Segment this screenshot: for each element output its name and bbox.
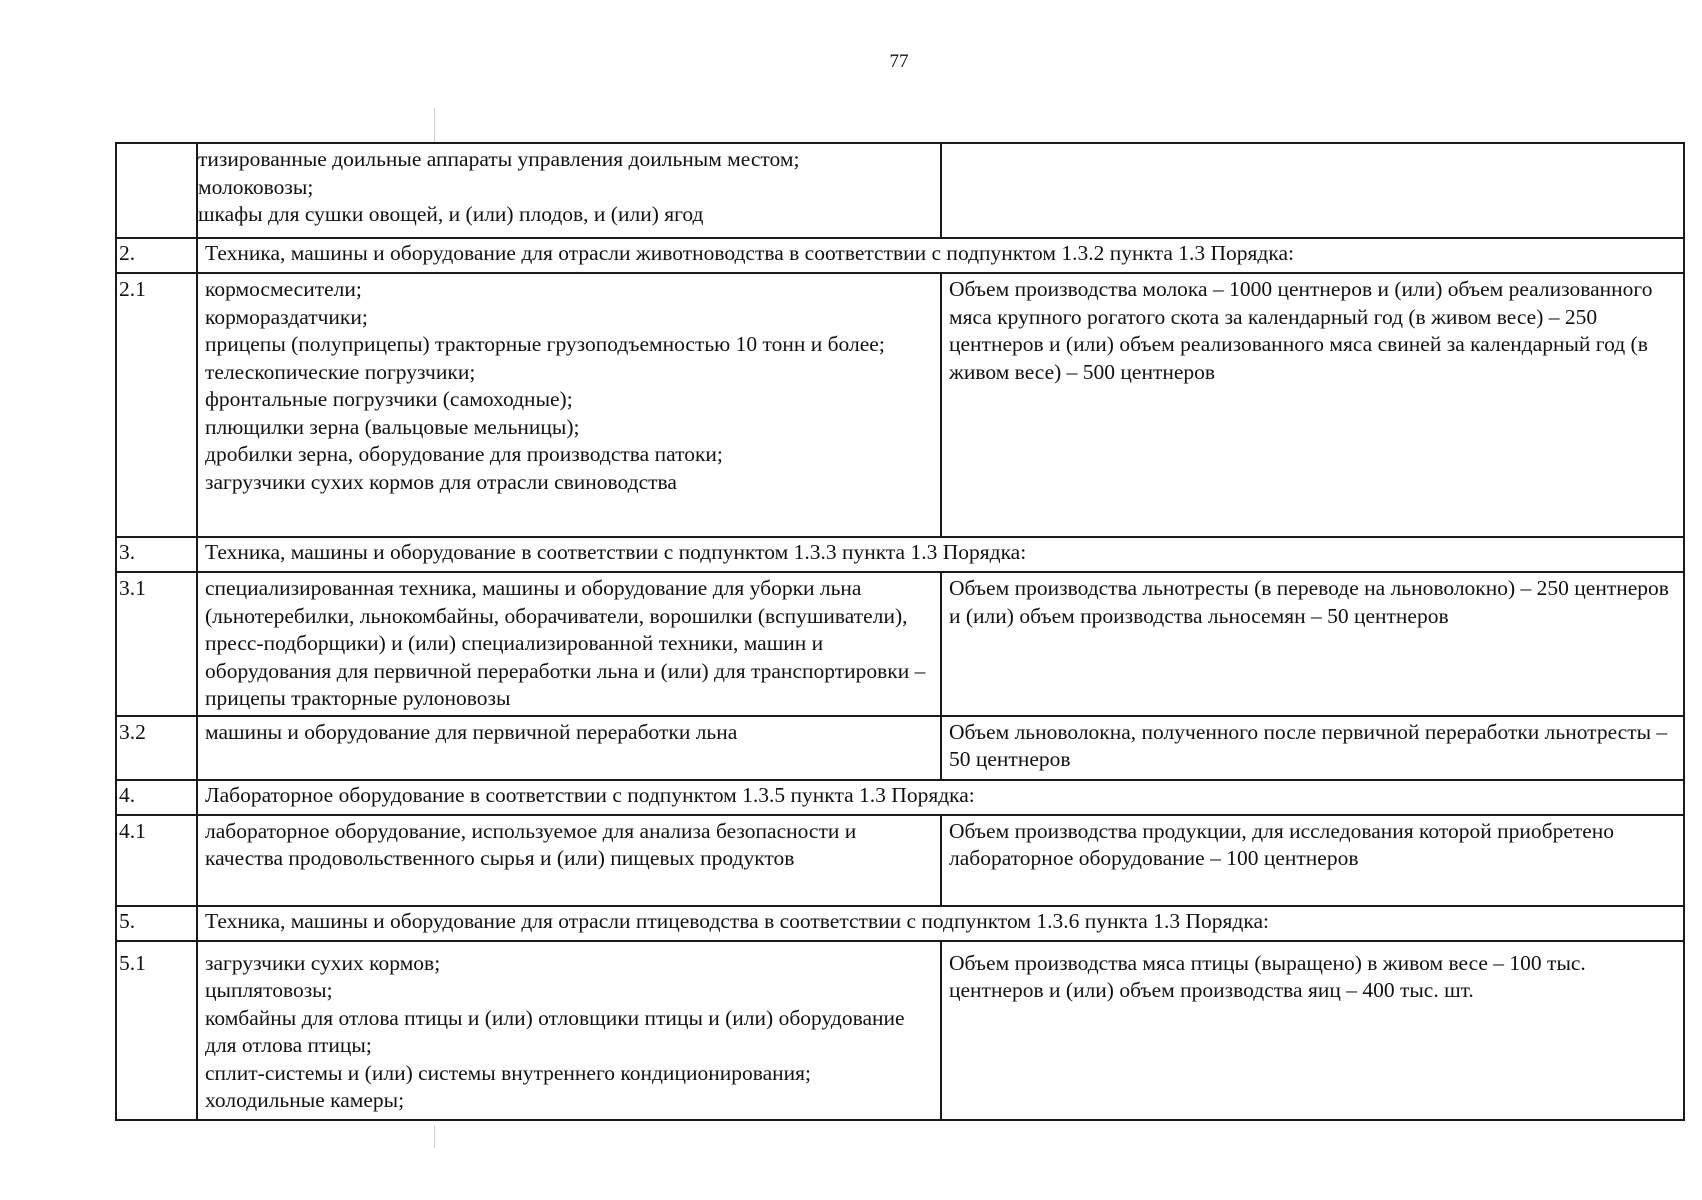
- equipment-requirements-table: [115, 142, 1685, 1121]
- equipment-line: молоковозы;: [198, 174, 314, 199]
- condition-cell: Объем производства льнотресты (в переводе на льноволокно) – 250 центнеров и (или) объем производства льносемян – 50 центнеров: [941, 572, 1684, 716]
- equipment-line: сплит-системы и (или) системы внутреннего кондиционирования;: [205, 1060, 811, 1085]
- equipment-cell: лабораторное оборудование, используемое для анализа безопасности и качества продовольственного сырья и (или) пищевых продуктов: [197, 815, 941, 906]
- equipment-line: загрузчики сухих кормов для отрасли свиноводства: [205, 469, 677, 494]
- section-title: Техника, машины и оборудование для отрасли птицеводства в соответствии с подпунктом 1.3.6 пункта 1.3 Порядка:: [197, 906, 1684, 941]
- section-title: Техника, машины и оборудование для отрасли животноводства в соответствии с подпунктом 1.3.2 пункта 1.3 Порядка:: [197, 238, 1684, 273]
- equipment-cell: специализированная техника, машины и оборудование для уборки льна (льнотеребилки, льнокомбайны, оборачиватели, ворошилки (вспушиватели), пресс-подборщики) и (или) специализированной техники, машин и оборудования для первичной переработки льна и (или) для транспортировки – прицепы тракторные рулоновозы: [197, 572, 941, 716]
- equipment-line: дробилки зерна, оборудование для производства патоки;: [205, 442, 723, 466]
- equipment-line: кормораздатчики;: [205, 304, 368, 329]
- table-row: [116, 572, 1684, 716]
- equipment-line: прицепы (полуприцепы) тракторные грузоподъемностью 10 тонн и более;: [205, 332, 885, 356]
- row-number-cell: 3.1: [116, 572, 197, 716]
- equipment-line: тизированные доильные аппараты управления доильным местом;: [198, 147, 800, 171]
- row-number-cell: 4.1: [116, 815, 197, 906]
- equipment-line: комбайны для отлова птицы и (или) отловщики птицы и (или) оборудование для отлова птицы;: [205, 1005, 905, 1057]
- equipment-line: цыплятовозы;: [205, 978, 333, 1002]
- equipment-line: кормосмесители;: [205, 277, 362, 301]
- section-header-row: [116, 238, 1684, 273]
- row-number-cell: [116, 143, 197, 238]
- table-row-continuation: [116, 143, 1684, 238]
- row-number-cell: 3.2: [116, 716, 197, 780]
- section-title: Лабораторное оборудование в соответствии с подпунктом 1.3.5 пункта 1.3 Порядка:: [197, 780, 1684, 815]
- equipment-cell: машины и оборудование для первичной переработки льна: [197, 716, 941, 780]
- condition-cell: Объем производства молока – 1000 центнеров и (или) объем реализованного мяса крупного рогатого скота за календарный год (в живом весе) – 250 центнеров и (или) объем реализованного мяса свиней за календарный год (в живом весе) – 500 центнеров: [941, 273, 1684, 537]
- section-number: 2.: [116, 238, 197, 273]
- section-number: 3.: [116, 537, 197, 572]
- row-number-cell: 5.1: [116, 941, 197, 1120]
- equipment-cell: [197, 273, 941, 537]
- equipment-line: фронтальные погрузчики (самоходные);: [205, 387, 573, 411]
- section-header-row: [116, 780, 1684, 815]
- table-row: [116, 716, 1684, 780]
- section-number: 5.: [116, 906, 197, 941]
- equipment-line: загрузчики сухих кормов;: [205, 950, 441, 975]
- scan-fold-line-bottom: [434, 1126, 435, 1148]
- row-number-cell: 2.1: [116, 273, 197, 537]
- table-row: [116, 815, 1684, 906]
- condition-cell: Объем производства продукции, для исследования которой приобретено лабораторное оборудование – 100 центнеров: [941, 815, 1684, 906]
- condition-cell: Объем производства мяса птицы (выращено) в живом весе – 100 тыс. центнеров и (или) объем производства яиц – 400 тыс. шт.: [941, 941, 1684, 1120]
- equipment-line: плющилки зерна (вальцовые мельницы);: [205, 414, 580, 439]
- equipment-cell: [197, 143, 941, 238]
- condition-cell: Объем льноволокна, полученного после первичной переработки льнотресты – 50 центнеров: [941, 716, 1684, 780]
- section-header-row: [116, 537, 1684, 572]
- equipment-line: телескопические погрузчики;: [205, 359, 476, 384]
- table-row: [116, 273, 1684, 537]
- section-number: 4.: [116, 780, 197, 815]
- condition-cell: [941, 143, 1684, 238]
- equipment-line: холодильные камеры;: [205, 1088, 405, 1112]
- scan-fold-line-top: [434, 108, 435, 142]
- equipment-cell: [197, 941, 941, 1120]
- equipment-line: шкафы для сушки овощей, и (или) плодов, и (или) ягод: [198, 202, 704, 226]
- page-number: 77: [889, 51, 909, 72]
- section-header-row: [116, 906, 1684, 941]
- section-title: Техника, машины и оборудование в соответствии с подпунктом 1.3.3 пункта 1.3 Порядка:: [197, 537, 1684, 572]
- table-row: [116, 941, 1684, 1120]
